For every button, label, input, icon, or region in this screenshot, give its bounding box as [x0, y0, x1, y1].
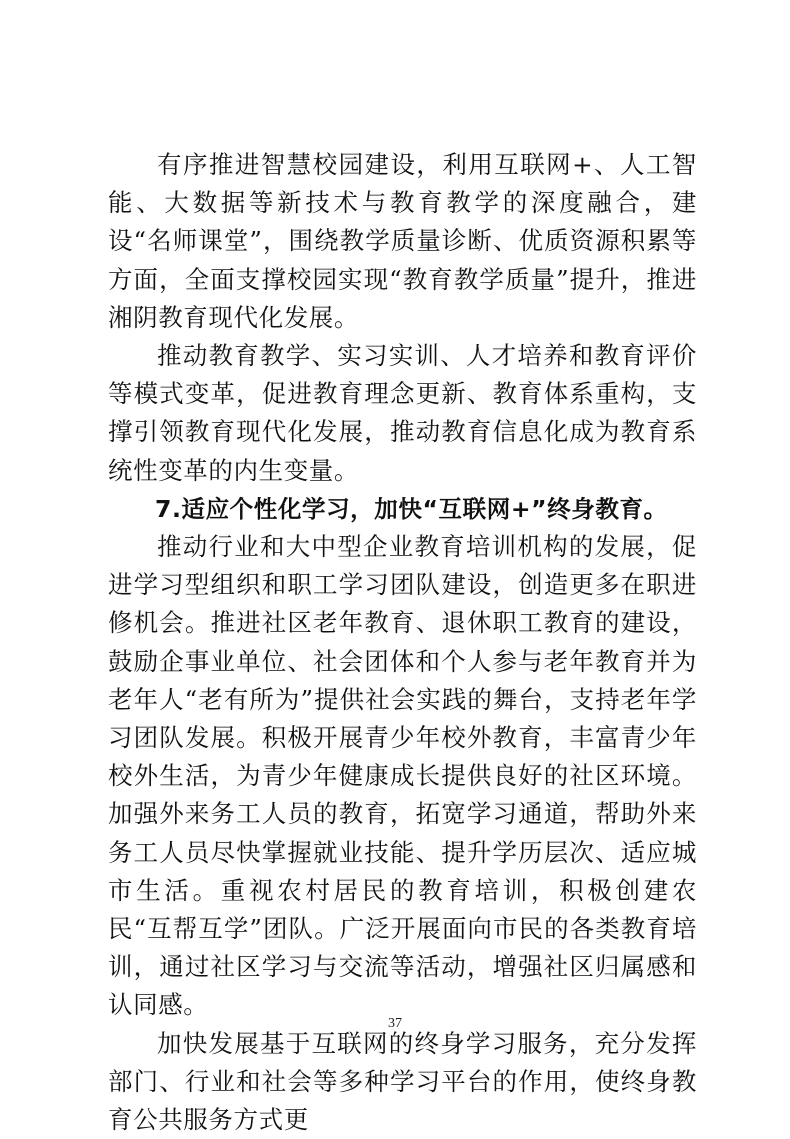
page-number: 37	[388, 1016, 402, 1031]
document-body	[108, 146, 697, 1139]
section-heading: 7.适应个性化学习，加快“互联网+”终身教育。	[155, 494, 668, 523]
paragraph-lifelong-learning: 推动行业和大中型企业教育培训机构的发展，促进学习型组织和职工学习团队建设，创造更多在职进修机会。推进社区老年教育、退休职工教育的建设，鼓励企事业单位、社会团体和个人参与老年教育并为老年人“老有所为”提供社会实践的舞台，支持老年学习团队发展。积极开展青少年校外教育，丰富青少年校外生活，为青少年健康成长提供良好的社区环境。加强外来务工人员的教育，拓宽学习通道，帮助外来务工人员尽快掌握就业技能、提升学历层次、适应城市生活。重视农村居民的教育培训，积极创建农民“互帮互学”团队。广泛开展面向市民的各类教育培训，通过社区学习与交流等活动，增强社区归属感和认同感。	[108, 532, 697, 1020]
paragraph-education-reform: 推动教育教学、实习实训、人才培养和教育评价等模式变革，促进教育理念更新、教育体系重构，支撑引领教育现代化发展，推动教育信息化成为教育系统性变革的内生变量。	[108, 341, 697, 485]
paragraph-smart-campus: 有序推进智慧校园建设，利用互联网+、人工智能、大数据等新技术与教育教学的深度融合，建设“名师课堂”，围绕教学质量诊断、优质资源积累等方面，全面支撑校园实现“教育教学质量”提升，推进湘阴教育现代化发展。	[108, 150, 697, 332]
paragraph-internet-learning-service: 加快发展基于互联网的终身学习服务，充分发挥部门、行业和社会等多种学习平台的作用，使终身教育公共服务方式更	[108, 1028, 697, 1135]
